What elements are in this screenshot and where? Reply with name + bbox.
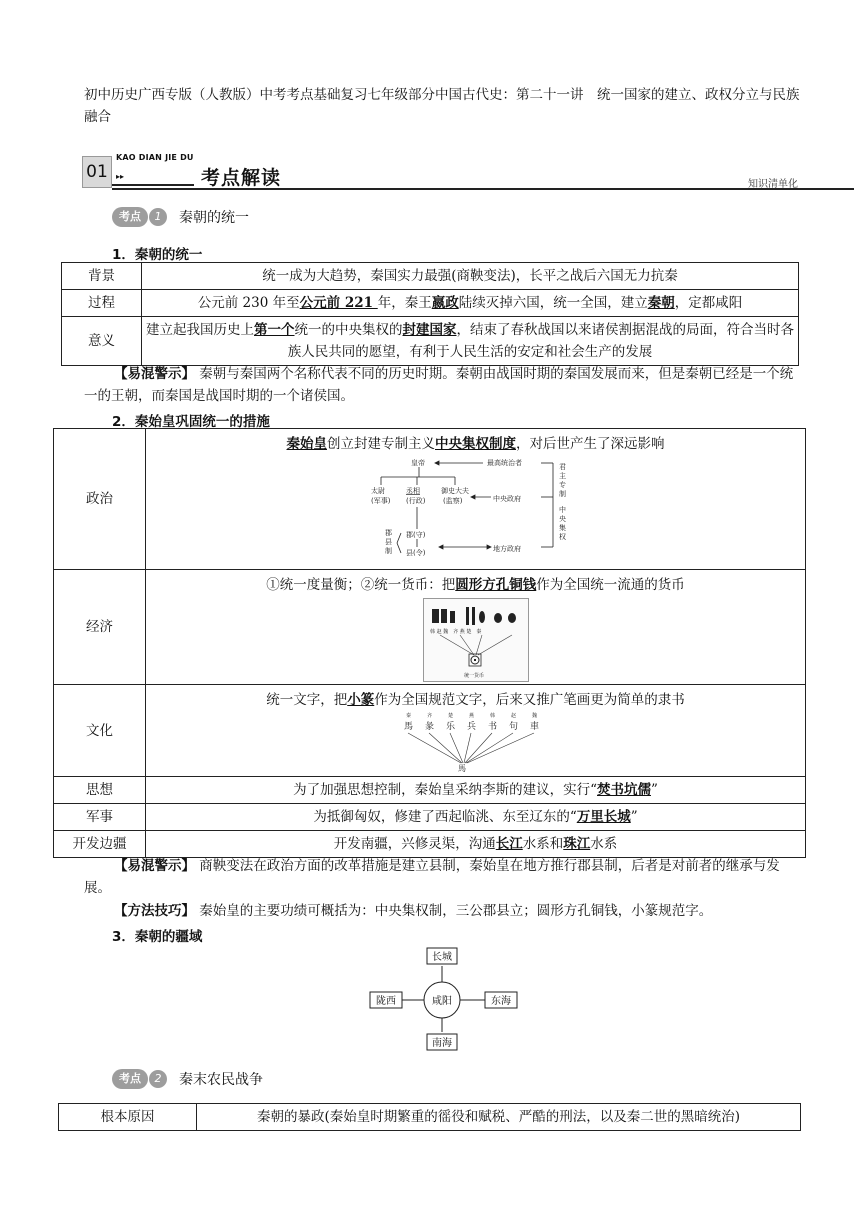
svg-text:制: 制: [384, 547, 392, 555]
svg-text:楚: 楚: [447, 713, 453, 719]
svg-text:乐: 乐: [445, 722, 455, 732]
section-2-heading: 2．秦始皇巩固统一的措施: [112, 414, 270, 430]
warning-note-2: 【易混警示】 商鞅变法在政治方面的改革措施是建立县制，秦始皇在地方推行郡县制，后者是对前者的继承与发展。: [84, 858, 780, 896]
svg-text:地方政府: 地方政府: [492, 545, 521, 553]
section-number: 01: [82, 156, 112, 188]
table-row: [54, 777, 806, 804]
svg-text:車: 車: [529, 722, 539, 732]
kaodian-2-header: [112, 1068, 263, 1090]
row-key: 思想: [54, 777, 146, 804]
banner-subtitle: 知识清单化: [748, 179, 798, 190]
row-key: 军事: [54, 804, 146, 831]
document-title: 初中历史广西专版（人教版）中考考点基础复习七年级部分中国古代史：第二十一讲 统一国家的建立、政权分立与民族融合: [84, 87, 800, 125]
svg-text:太尉: 太尉: [370, 487, 385, 495]
svg-text:书: 书: [487, 722, 497, 732]
svg-text:县(令): 县(令): [405, 549, 425, 557]
svg-text:郡(守): 郡(守): [405, 531, 425, 539]
kaodian-title: 秦末农民战争: [179, 1072, 263, 1088]
kaodian-badge: 考点: [112, 1069, 148, 1089]
territory-diagram: [365, 944, 525, 1054]
svg-text:馬: 馬: [403, 722, 413, 732]
svg-text:央: 央: [558, 515, 566, 523]
banner-arrow-icon: ▸▸: [116, 172, 125, 181]
row-key: 经济: [54, 570, 146, 685]
svg-text:(军事): (军事): [370, 497, 390, 505]
table-row: [59, 1104, 801, 1131]
banner-english: KAO DIAN JIE DU: [116, 153, 194, 162]
svg-text:最高统治者: 最高统治者: [486, 459, 522, 467]
svg-text:君: 君: [558, 463, 566, 471]
row-value: 秦朝的暴政(秦始皇时期繁重的徭役和赋税、严酷的刑法，以及秦二世的黑暗统治): [197, 1104, 801, 1131]
section-1-heading: 1．秦朝的统一: [112, 247, 203, 263]
row-key: 背景: [62, 263, 142, 290]
svg-text:彖: 彖: [424, 722, 434, 732]
row-value: 统一成为大趋势，秦国实力最强(商鞅变法)，长平之战后六国无力抗秦: [142, 263, 799, 290]
script-unification-diagram: [396, 711, 556, 773]
warning-note-1: 【易混警示】 秦朝与秦国两个名称代表不同的历史时期。秦朝由战国时期的秦国发展而来，但是秦朝已经是一个统一的王朝，而秦国是战国时期的一个诸侯国。: [84, 366, 794, 404]
svg-text:兵: 兵: [466, 722, 476, 732]
territory-east: 东海: [491, 996, 511, 1007]
row-value: 秦始皇创立封建专制主义中央集权制度，对后世产生了深远影响 皇帝 最高统治者 太尉 (军事) 丞相 (行政) 御史大夫 (监察) 中央政府 郡(守) 县(令) 地方政府 郡 县 制 君 主 专 制 中 央 集 权: [146, 429, 806, 570]
table-row: [62, 317, 799, 366]
section-3-heading: 3．秦朝的疆域: [112, 929, 203, 945]
territory-west: 陇西: [376, 996, 396, 1007]
territory-south: 南海: [432, 1038, 452, 1049]
row-value: 公元前 230 年至公元前 221 年，秦王嬴政陆续灭掉六国，统一全国，建立秦朝，定都咸阳: [142, 290, 799, 317]
row-value: ①统一度量衡；②统一货币：把圆形方孔铜钱作为全国统一流通的货币 韩 赵 魏 齐 燕 楚 秦 统一货币: [146, 570, 806, 685]
row-key: 过程: [62, 290, 142, 317]
kaodian-badge: 考点: [112, 207, 148, 227]
coins-image: [424, 599, 528, 681]
svg-text:郡: 郡: [384, 529, 392, 537]
row-value: 为了加强思想控制，秦始皇采纳李斯的建议，实行“焚书坑儒”: [146, 777, 806, 804]
table-row: [54, 831, 806, 858]
svg-text:专: 专: [558, 481, 566, 489]
kaodian-1-header: [112, 206, 249, 228]
svg-text:县: 县: [384, 538, 392, 546]
table-row: [62, 263, 799, 290]
table-row: [54, 570, 806, 685]
row-key: 政治: [54, 429, 146, 570]
svg-text:主: 主: [558, 472, 566, 480]
svg-text:齐: 齐: [426, 713, 432, 719]
banner-title: 考点解读: [201, 167, 282, 189]
kaodian-number: 2: [149, 1070, 167, 1088]
svg-text:中央政府: 中央政府: [492, 495, 521, 503]
table-row: [54, 804, 806, 831]
row-key: 意义: [62, 317, 142, 366]
table-row: [54, 685, 806, 777]
svg-text:制: 制: [558, 490, 566, 498]
table-row: [54, 429, 806, 570]
qin-unification-table: [61, 262, 799, 366]
coin-illustration: [423, 598, 529, 682]
svg-text:燕: 燕: [468, 713, 474, 719]
method-tip: 【方法技巧】 秦始皇的主要功绩可概括为：中央集权制，三公郡县立；圆形方孔铜钱，小篆规范字。: [114, 903, 713, 919]
svg-text:(监察): (监察): [442, 497, 462, 505]
svg-text:馬: 馬: [457, 764, 466, 773]
kaodian-number: 1: [149, 208, 167, 226]
territory-center: 咸阳: [432, 996, 452, 1007]
kaodian-title: 秦朝的统一: [179, 210, 249, 226]
svg-text:丞相: 丞相: [405, 487, 420, 495]
row-value: 为抵御匈奴，修建了西起临洮、东至辽东的“万里长城”: [146, 804, 806, 831]
svg-text:魏: 魏: [531, 713, 537, 719]
row-key: 文化: [54, 685, 146, 777]
row-value: 统一文字，把小篆作为全国规范文字，后来又推广笔画更为简单的隶书 秦 齐 楚 燕 韩 赵 魏 馬 彖 乐 兵 书 句 車 馬: [146, 685, 806, 777]
row-value: 开发南疆，兴修灵渠，沟通长江水系和珠江水系: [146, 831, 806, 858]
table-row: [62, 290, 799, 317]
row-value: 建立起我国历史上第一个统一的中央集权的封建国家，结束了春秋战国以来诸侯割据混战的局面，符合当时各族人民共同的愿望，有利于人民生活的安定和社会生产的发展: [142, 317, 799, 366]
svg-text:秦: 秦: [405, 713, 411, 719]
svg-text:皇帝: 皇帝: [410, 459, 425, 467]
svg-text:句: 句: [508, 722, 518, 732]
territory-north: 长城: [432, 952, 452, 963]
row-key: 开发边疆: [54, 831, 146, 858]
svg-text:集: 集: [558, 524, 566, 532]
svg-text:御史大夫: 御史大夫: [440, 487, 469, 495]
peasant-war-table: [58, 1103, 801, 1131]
svg-text:赵: 赵: [510, 713, 516, 719]
qin-measures-table: [53, 428, 806, 858]
svg-text:韩: 韩: [489, 713, 495, 719]
svg-text:中: 中: [558, 506, 566, 514]
central-government-diagram: [371, 457, 581, 567]
banner-divider-short: [112, 184, 194, 186]
svg-text:权: 权: [558, 533, 566, 541]
svg-text:韩 赵 魏 齐 燕 楚 秦: 韩 赵 魏 齐 燕 楚 秦: [429, 629, 481, 635]
row-key: 根本原因: [59, 1104, 197, 1131]
svg-text:统一货币: 统一货币: [463, 673, 484, 679]
svg-text:(行政): (行政): [405, 497, 425, 505]
